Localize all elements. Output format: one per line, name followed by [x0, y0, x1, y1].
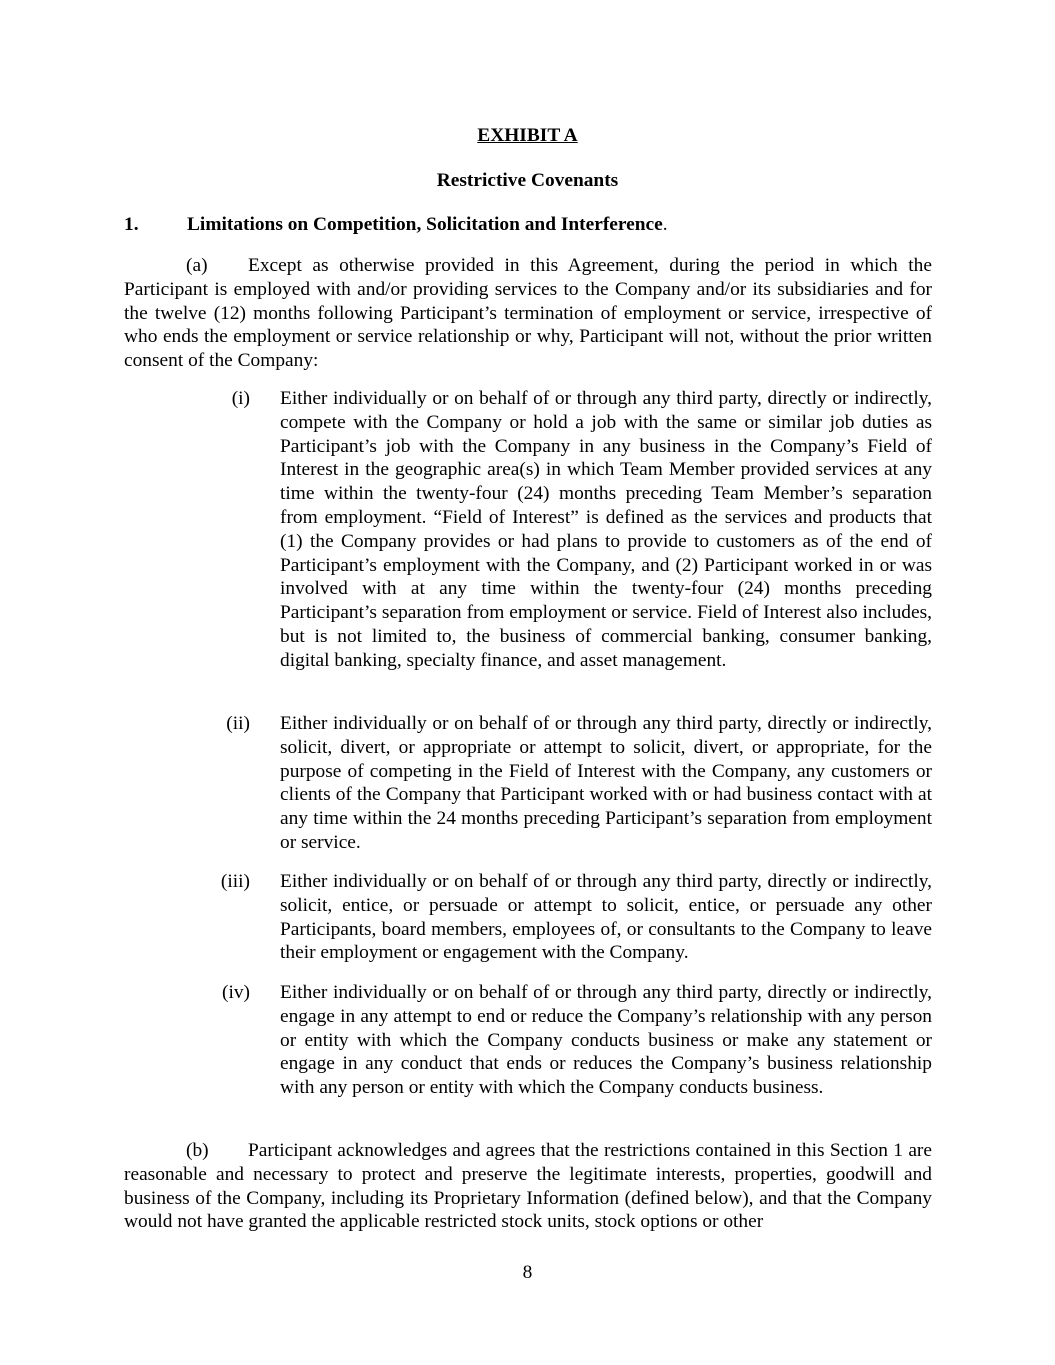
list-item-iii	[200, 870, 932, 965]
list-item-text: Either individually or on behalf of or through any third party, directly or indirectly, engage in any attempt to end or reduce the Company’s relationship with any person or entity with which the Company conducts business or make any statement or engage in any conduct that ends or reduces the Company’s business relationship with any person or entity with which the Company conducts business.	[280, 982, 932, 1099]
document-subtitle: Restrictive Covenants	[436, 170, 619, 191]
list-item-label: (ii)	[226, 713, 250, 734]
paragraph-b-label: (b)	[186, 1140, 209, 1161]
list-item-iv	[200, 981, 932, 1100]
page-number: 8	[522, 1262, 533, 1283]
list-item-ii	[200, 712, 932, 855]
list-item-label: (i)	[231, 388, 250, 409]
section-title-period: .	[662, 214, 668, 235]
list-item-label: (iv)	[222, 982, 250, 1003]
paragraph-b-text: Participant acknowledges and agrees that the restrictions contained in this Section 1 are reasonable and necessary to protect and preserve the legitimate interests, properties, goodwill and business of the Company, including its Proprietary Information (defined below), and that the Company would not have granted the applicable restricted stock units, stock options or other	[124, 1140, 932, 1233]
section-number: 1.	[124, 214, 139, 235]
paragraph-a	[124, 254, 932, 373]
paragraph-b	[124, 1139, 932, 1234]
section-heading	[124, 213, 932, 237]
list-item-label: (iii)	[220, 871, 250, 892]
paragraph-a-text: Except as otherwise provided in this Agreement, during the period in which the Participant is employed with and/or providing services to the Company and/or its subsidiaries and for the twelve (12) months following Participant’s termination of employment or service, irrespective of who ends the employment or service relationship or why, Participant will not, without the prior written consent of the Company:	[124, 255, 932, 372]
exhibit-heading: EXHIBIT A	[477, 125, 578, 146]
paragraph-a-label: (a)	[186, 255, 208, 276]
section-title: Limitations on Competition, Solicitation and Interference	[187, 214, 663, 235]
list-item-text: Either individually or on behalf of or through any third party, directly or indirectly, compete with the Company or hold a job with the same or similar job duties as Participant’s job with the Company in any business in the Company’s Field of Interest in the geographic area(s) in which Team Member provided services at any time within the twenty-four (24) months preceding Team Member’s separation from employment. “Field of Interest” is defined as the services and products that (1) the Company provides or had plans to provide to customers as of the end of Participant’s employment with the Company, and (2) Participant worked in or was involved with at any time within the twenty-four (24) months preceding Participant’s separation from employment or service. Field of Interest also includes, but is not limited to, the business of commercial banking, consumer banking, digital banking, specialty finance, and asset management.	[280, 388, 932, 671]
list-item-text: Either individually or on behalf of or through any third party, directly or indirectly, solicit, divert, or appropriate or attempt to solicit, divert, or appropriate, for the purpose of competing in the Field of Interest with the Company, any customers or clients of the Company that Participant worked with or had business contact with at any time within the 24 months preceding Participant’s separation from employment or service.	[280, 713, 932, 853]
list-item-i	[200, 387, 932, 673]
list-item-text: Either individually or on behalf of or through any third party, directly or indirectly, solicit, entice, or persuade or attempt to solicit, entice, or persuade any other Participants, board members, employees of, or consultants to the Company to leave their employment or engagement with the Company.	[280, 871, 932, 964]
